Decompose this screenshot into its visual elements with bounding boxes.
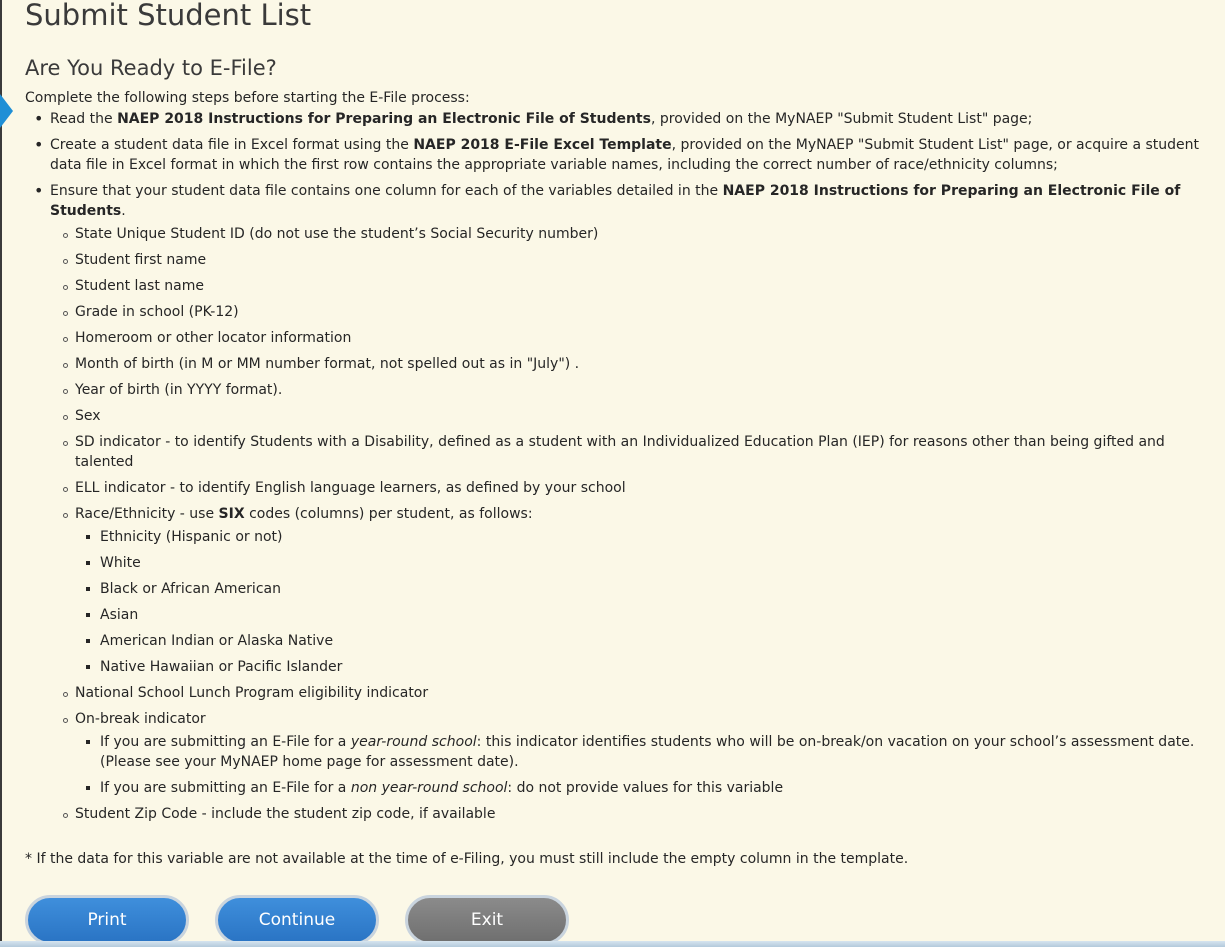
var-sex: Sex — [75, 406, 1210, 426]
step-ensure-columns — [50, 181, 1210, 824]
step-create-file — [50, 135, 1210, 175]
var-year-birth: Year of birth (in YYYY format). — [75, 380, 1210, 400]
onbreak-yr-suffix: : this indicator identifies students who will be on-break/on vacation on your school’s assessment date. (Please see your MyNAEP home page for assessment date). — [100, 734, 1195, 770]
step-read-suffix: , provided on the MyNAEP "Submit Student List" page; — [650, 111, 1033, 127]
race-suffix: codes (columns) per student, as follows: — [244, 506, 533, 522]
print-button[interactable]: Print — [25, 895, 189, 945]
var-sd-indicator: SD indicator - to identify Students with a Disability, defined as a student with an Individualized Education Plan (IEP) for reasons other than being gifted and talented — [75, 432, 1210, 472]
var-first-name: Student first name — [75, 250, 1210, 270]
race-codes-list — [75, 527, 1210, 677]
step-create-prefix: Create a student data file in Excel format using the — [50, 137, 414, 153]
onbreak-nyr-suffix: : do not provide values for this variable — [507, 780, 784, 796]
var-homeroom: Homeroom or other locator information — [75, 328, 1210, 348]
race-code-item: Native Hawaiian or Pacific Islander — [100, 657, 1210, 677]
footnote: * If the data for this variable are not available at the time of e-Filing, you must still include the empty column in the template. — [25, 851, 909, 867]
step-create-template-title: NAEP 2018 E-File Excel Template — [413, 137, 672, 153]
race-prefix: Race/Ethnicity - use — [75, 506, 219, 522]
step-ensure-doc-title: NAEP 2018 Instructions for Preparing an Electronic File of Students — [50, 183, 1181, 219]
onbreak-nyr-prefix: If you are submitting an E-File for a — [100, 780, 351, 796]
step-read-instructions — [50, 109, 1210, 129]
var-zip-code: Student Zip Code - include the student zip code, if available — [75, 804, 1210, 824]
step-read-doc-title: NAEP 2018 Instructions for Preparing an Electronic File of Students — [117, 111, 651, 127]
onbreak-non-year-round — [100, 778, 1210, 798]
exit-button[interactable]: Exit — [405, 895, 569, 945]
step-ensure-suffix: . — [121, 203, 126, 219]
onbreak-nyr-italic: non year-round school — [350, 780, 508, 796]
continue-button[interactable]: Continue — [215, 895, 379, 945]
onbreak-year-round — [100, 732, 1210, 772]
section-title: Are You Ready to E-File? — [25, 56, 277, 80]
race-code-item: White — [100, 553, 1210, 573]
var-race-ethnicity — [75, 504, 1210, 677]
var-state-id: State Unique Student ID (do not use the student’s Social Security number) — [75, 224, 1210, 244]
var-last-name: Student last name — [75, 276, 1210, 296]
onbreak-label: On-break indicator — [75, 711, 206, 727]
race-code-item: American Indian or Alaska Native — [100, 631, 1210, 651]
race-code-item: Ethnicity (Hispanic or not) — [100, 527, 1210, 547]
onbreak-list — [75, 732, 1210, 798]
onbreak-yr-italic: year-round school — [350, 734, 477, 750]
page-title: Submit Student List — [25, 0, 312, 32]
step-pointer-icon — [0, 94, 13, 128]
var-nslp: National School Lunch Program eligibility indicator — [75, 683, 1210, 703]
step-create-suffix: , provided on the MyNAEP "Submit Student List" page, or acquire a student data file in Excel format in which the first row contains the appropriate variable names, including the correct number of race/ethnicity columns; — [50, 137, 1200, 173]
race-code-item: Asian — [100, 605, 1210, 625]
step-read-prefix: Read the — [50, 111, 118, 127]
var-grade: Grade in school (PK-12) — [75, 302, 1210, 322]
var-ell-indicator: ELL indicator - to identify English language learners, as defined by your school — [75, 478, 1210, 498]
bottom-bar — [0, 941, 1225, 947]
var-month-birth: Month of birth (in M or MM number format, not spelled out as in "July") . — [75, 354, 1210, 374]
onbreak-yr-prefix: If you are submitting an E-File for a — [100, 734, 351, 750]
race-count: SIX — [218, 506, 245, 522]
window-left-border — [0, 0, 2, 947]
step-ensure-prefix: Ensure that your student data file contains one column for each of the variables detailed in the — [50, 183, 723, 199]
race-code-item: Black or African American — [100, 579, 1210, 599]
steps-list — [25, 109, 1210, 830]
intro-text: Complete the following steps before starting the E-File process: — [25, 90, 470, 106]
var-onbreak — [75, 709, 1210, 798]
variables-list — [50, 224, 1210, 824]
